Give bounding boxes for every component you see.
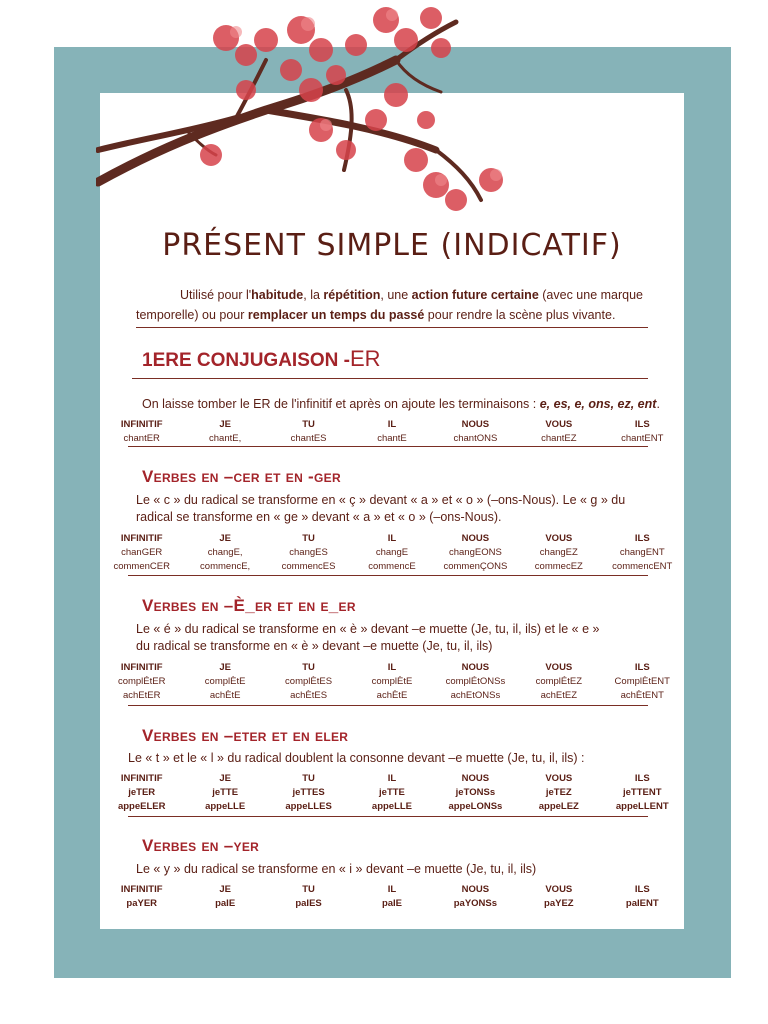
table-cell: ComplÈtENT (614, 676, 670, 687)
table-cell: INFINITIF (120, 884, 163, 895)
conjugation-table-er (100, 418, 684, 446)
table-cell: chantES (290, 433, 327, 444)
table-cell: commenCER (113, 561, 170, 572)
section1-heading: 1ERE CONJUGAISON -ER (142, 346, 381, 371)
table-cell: complÉtONSs (445, 676, 506, 687)
table-cell: chantER (123, 433, 160, 444)
table-cell: NOUS (461, 662, 490, 673)
table-row (100, 546, 684, 560)
table-cell: complÈtE (371, 676, 413, 687)
section2-text: Le « c » du radical se transforme en « ç » devant « a » et « o » (–ons-Nous). Le « g » du radical se transforme en « ge » devant « a » et « o » (–ons-Nous). (136, 493, 626, 524)
table-cell: IL (387, 419, 397, 430)
table-header-row (100, 532, 684, 546)
table-cell: commencES (281, 561, 336, 572)
cherry-blossom-branch-illustration (96, 0, 526, 230)
table-cell: jeTTE (379, 787, 405, 798)
section5-text: Le « y » du radical se transforme en « i » devant –e muette (Je, tu, il, ils) (136, 862, 537, 876)
table-cell: TU (302, 884, 315, 895)
table-cell: complÈtE (204, 676, 246, 687)
divider (128, 575, 648, 576)
conjugation-table-cer-ger (100, 532, 684, 574)
table-cell: chantENT (621, 433, 664, 444)
table-cell: paYEZ (544, 898, 574, 909)
table-cell: achEtEZ (540, 690, 578, 701)
table-cell: paIENT (625, 898, 659, 909)
table-cell: changEZ (539, 547, 578, 558)
table-row (100, 897, 684, 911)
table-cell: VOUS (545, 773, 573, 784)
table-header-row (100, 661, 684, 675)
table-cell: JE (219, 533, 231, 544)
table-cell: paIE (381, 898, 402, 909)
table-cell: changENT (619, 547, 665, 558)
table-cell: appeLEZ (538, 801, 579, 812)
table-cell: commencE (368, 561, 416, 572)
section4-text: Le « t » et le « l » du radical doublent la consonne devant –e muette (Je, tu, il, ils) : (128, 751, 585, 765)
table-cell: TU (302, 662, 315, 673)
table-cell: VOUS (545, 662, 573, 673)
section5-heading: Verbes en –yer (142, 836, 260, 855)
table-cell: achÈtE (376, 690, 408, 701)
table-cell: JE (219, 773, 231, 784)
table-cell: INFINITIF (120, 533, 163, 544)
table-row (100, 689, 684, 703)
table-cell: appeELER (117, 801, 166, 812)
table-cell: IL (387, 533, 397, 544)
conjugation-table-e-er (100, 661, 684, 703)
table-cell: ILS (634, 419, 650, 430)
table-cell: jeTTE (212, 787, 239, 798)
table-cell: changES (289, 547, 328, 558)
table-cell: ILS (634, 662, 650, 673)
table-cell: achEtONSs (450, 690, 501, 701)
table-cell: IL (387, 773, 397, 784)
table-cell: achÈtES (290, 690, 328, 701)
table-cell: chantE, (209, 433, 242, 444)
table-row (100, 786, 684, 800)
table-cell: commencE, (200, 561, 251, 572)
table-header-row (100, 883, 684, 897)
table-cell: VOUS (545, 884, 573, 895)
table-cell: paIE (215, 898, 236, 909)
divider (128, 705, 648, 706)
section3-heading: Verbes en –È_er et en e_er (142, 596, 356, 615)
table-cell: appeLLENT (615, 801, 669, 812)
table-cell: changE, (207, 547, 243, 558)
table-cell: VOUS (545, 419, 573, 430)
table-cell: achEtER (122, 690, 161, 701)
table-cell: VOUS (545, 533, 573, 544)
table-cell: NOUS (461, 533, 490, 544)
table-cell: IL (387, 884, 397, 895)
table-cell: TU (302, 533, 315, 544)
table-cell: NOUS (461, 884, 490, 895)
table-cell: appeLLE (205, 801, 246, 812)
table-row (100, 675, 684, 689)
table-header-row (100, 418, 684, 432)
table-cell: paYONSs (453, 898, 498, 909)
table-cell: complÉtER (117, 676, 166, 687)
table-cell: chanGER (121, 547, 163, 558)
table-cell: changEONS (448, 547, 502, 558)
table-cell: complÉtEZ (535, 676, 583, 687)
table-cell: jeTTENT (623, 787, 662, 798)
section4-heading: Verbes en –eter et en eler (142, 726, 349, 745)
table-cell: commecEZ (534, 561, 583, 572)
section2-heading: Verbes en –cer et en -ger (142, 467, 341, 486)
divider (128, 446, 648, 447)
table-cell: paIES (295, 898, 322, 909)
table-cell: ILS (634, 533, 650, 544)
table-cell: changE (375, 547, 409, 558)
section1-rule-text: On laisse tomber le ER de l'infinitif et après on ajoute les terminaisons : e, es, e, ons, ez, ent. (142, 397, 660, 411)
table-cell: INFINITIF (120, 419, 163, 430)
table-cell: TU (302, 773, 315, 784)
table-row (100, 432, 684, 446)
table-cell: ILS (634, 773, 650, 784)
table-cell: jeTTES (292, 787, 325, 798)
table-cell: commencENT (612, 561, 673, 572)
table-cell: appeLLES (285, 801, 332, 812)
section3-text: Le « é » du radical se transforme en « è » devant –e muette (Je, tu, il, ils) et le « e » du radical se transforme en « è » devant –e muette (Je, tu, il, ils) (136, 622, 600, 653)
divider (136, 327, 648, 328)
table-cell: TU (302, 419, 315, 430)
table-cell: chantONS (453, 433, 498, 444)
table-cell: IL (387, 662, 397, 673)
table-cell: jeTONSs (455, 787, 496, 798)
table-cell: achÈtENT (620, 690, 664, 701)
divider (132, 378, 648, 379)
intro-paragraph: Utilisé pour l'habitude, la répétition, une action future certaine (avec une marque temporelle) ou pour remplacer un temps du passé pour rendre la scène plus vivante. (136, 288, 644, 322)
table-cell: appeLLE (371, 801, 413, 812)
table-cell: JE (219, 419, 231, 430)
divider (128, 816, 648, 817)
page-title: PRÉSENT SIMPLE (INDICATIF) (162, 228, 622, 263)
conjugation-table-eter-eler (100, 772, 684, 814)
table-row (100, 800, 684, 814)
table-cell: chantEZ (541, 433, 577, 444)
table-cell: achÈtE (209, 690, 241, 701)
table-cell: jeTER (128, 787, 156, 798)
table-cell: NOUS (461, 773, 490, 784)
table-cell: paYER (126, 898, 158, 909)
table-cell: INFINITIF (120, 773, 163, 784)
table-cell: appeLONSs (448, 801, 503, 812)
table-cell: JE (219, 884, 231, 895)
table-cell: INFINITIF (120, 662, 163, 673)
table-cell: ILS (634, 884, 650, 895)
table-cell: JE (219, 662, 231, 673)
table-cell: NOUS (461, 419, 490, 430)
table-cell: jeTEZ (545, 787, 572, 798)
table-cell: complÈtES (285, 676, 333, 687)
table-row (100, 560, 684, 574)
conjugation-table-yer (100, 883, 684, 911)
table-cell: chantE (377, 433, 407, 444)
table-cell: commenÇONS (443, 561, 508, 572)
table-header-row (100, 772, 684, 786)
